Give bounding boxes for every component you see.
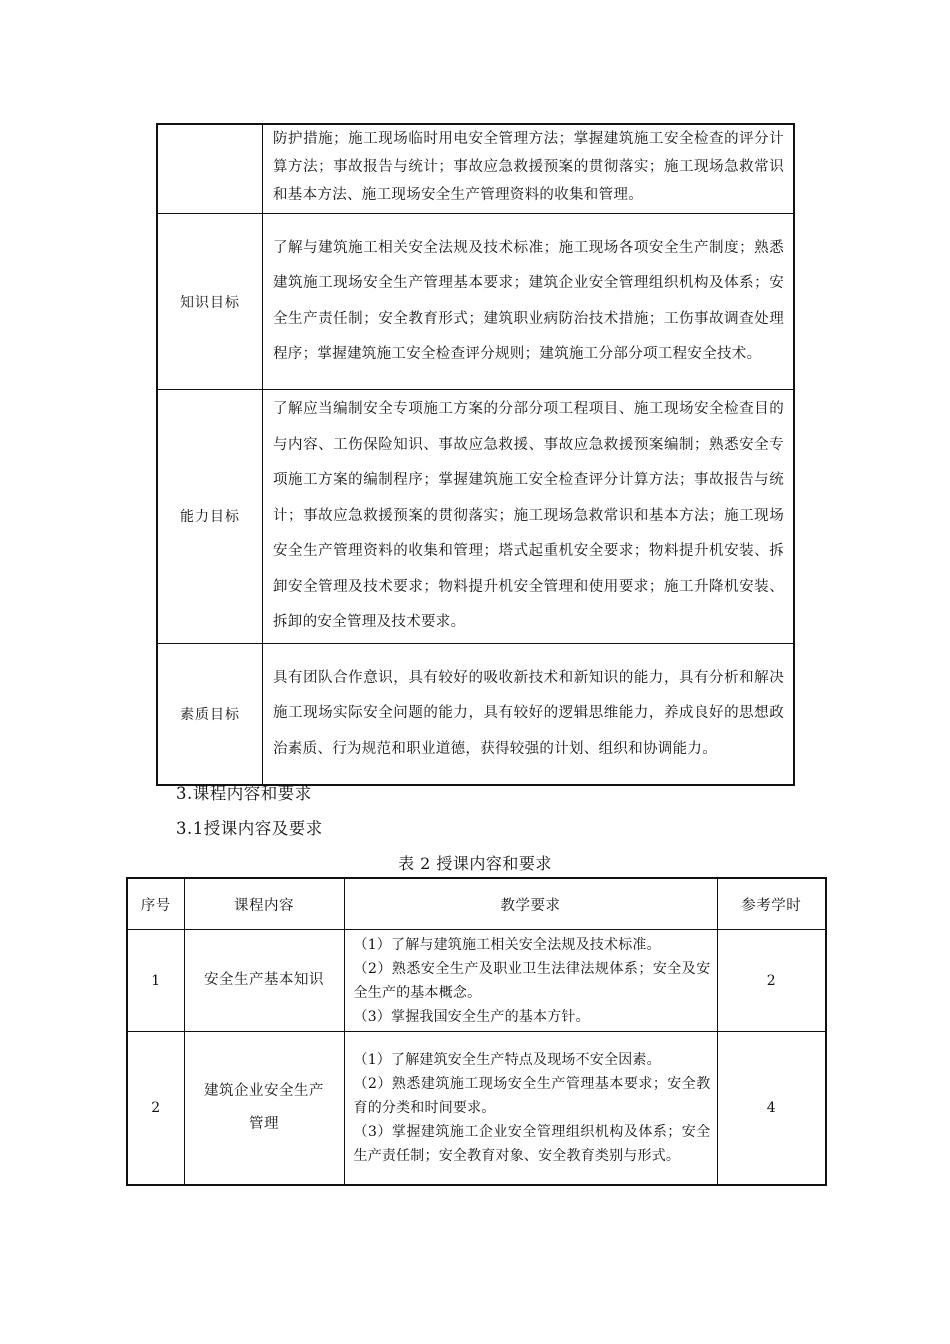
header-requirements: 教学要求 xyxy=(344,878,717,930)
goal-label: 知识目标 xyxy=(157,214,263,390)
goal-content: 具有团队合作意识，具有较好的吸收新技术和新知识的能力，具有分析和解决施工现场实际安全问题的能力，具有较好的逻辑思维能力，养成良好的思想政治素质、行为规范和职业道德，获得较强的计划、组织和协调能力。 xyxy=(263,643,795,785)
table-caption: 表 2 授课内容和要求 xyxy=(398,854,552,873)
goals-row xyxy=(157,390,794,644)
requirement-item: （2）熟悉安全生产及职业卫生法律法规体系；安全及安全生产的基本概念。 xyxy=(353,960,711,1001)
goal-content: 了解应当编制安全专项施工方案的分部分项工程项目、施工现场安全检查目的与内容、工伤保险知识、事故应急救援、事故应急救援预案编制；熟悉安全专项施工方案的编制程序；掌握建筑施工安全检查评分计算方法；事故报告与统计；事故应急救援预案的贯彻落实；施工现场急救常识和基本方法；施工现场安全生产管理资料的收集和管理；塔式起重机安全要求；物料提升机安装、拆卸安全管理及技术要求；物料提升机安全管理和使用要求；施工升降机安装、拆卸的安全管理及技术要求。 xyxy=(263,390,795,644)
table-row xyxy=(127,1032,826,1185)
requirement-item: （3）掌握我国安全生产的基本方针。 xyxy=(353,1008,590,1025)
goal-label: 素质目标 xyxy=(157,643,263,785)
course-table-header xyxy=(127,878,826,930)
row-number: 1 xyxy=(127,930,184,1032)
goals-row xyxy=(157,124,794,214)
requirement-item: （1）了解建筑安全生产特点及现场不安全因素。 xyxy=(353,1051,661,1068)
course-table xyxy=(126,877,827,1186)
row-requirements xyxy=(344,930,717,1032)
header-content: 课程内容 xyxy=(184,878,344,930)
row-course-name: 建筑企业安全生产管理 xyxy=(184,1032,344,1185)
subsection-heading: 3.1授课内容及要求 xyxy=(176,819,323,838)
goals-table xyxy=(156,123,795,786)
row-hours: 2 xyxy=(717,930,826,1032)
requirement-item: （2）熟悉建筑施工现场安全生产管理基本要求；安全教育的分类和时间要求。 xyxy=(353,1075,711,1116)
goals-row xyxy=(157,214,794,390)
section-heading: 3.课程内容和要求 xyxy=(176,784,312,803)
goals-row xyxy=(157,643,794,785)
row-hours: 4 xyxy=(717,1032,826,1185)
header-hours: 参考学时 xyxy=(717,878,826,930)
goal-label xyxy=(157,124,263,214)
row-course-name: 安全生产基本知识 xyxy=(184,930,344,1032)
goal-content: 了解与建筑施工相关安全法规及技术标准；施工现场各项安全生产制度；熟悉建筑施工现场安全生产管理基本要求；建筑企业安全管理组织机构及体系；安全生产责任制；安全教育形式；建筑职业病防治技术措施；工伤事故调查处理程序；掌握建筑施工安全检查评分规则；建筑施工分部分项工程安全技术。 xyxy=(263,214,795,390)
requirement-item: （1）了解与建筑施工相关安全法规及技术标准。 xyxy=(353,936,661,953)
row-requirements xyxy=(344,1032,717,1185)
goal-label: 能力目标 xyxy=(157,390,263,644)
requirement-item: （3）掌握建筑施工企业安全管理组织机构及体系；安全生产责任制；安全教育对象、安全教育类别与形式。 xyxy=(353,1123,711,1164)
table-row xyxy=(127,930,826,1032)
header-no: 序号 xyxy=(127,878,184,930)
goal-content: 防护措施；施工现场临时用电安全管理方法；掌握建筑施工安全检查的评分计算方法；事故报告与统计；事故应急救援预案的贯彻落实；施工现场急救常识和基本方法、施工现场安全生产管理资料的收集和管理。 xyxy=(263,124,795,214)
row-number: 2 xyxy=(127,1032,184,1185)
